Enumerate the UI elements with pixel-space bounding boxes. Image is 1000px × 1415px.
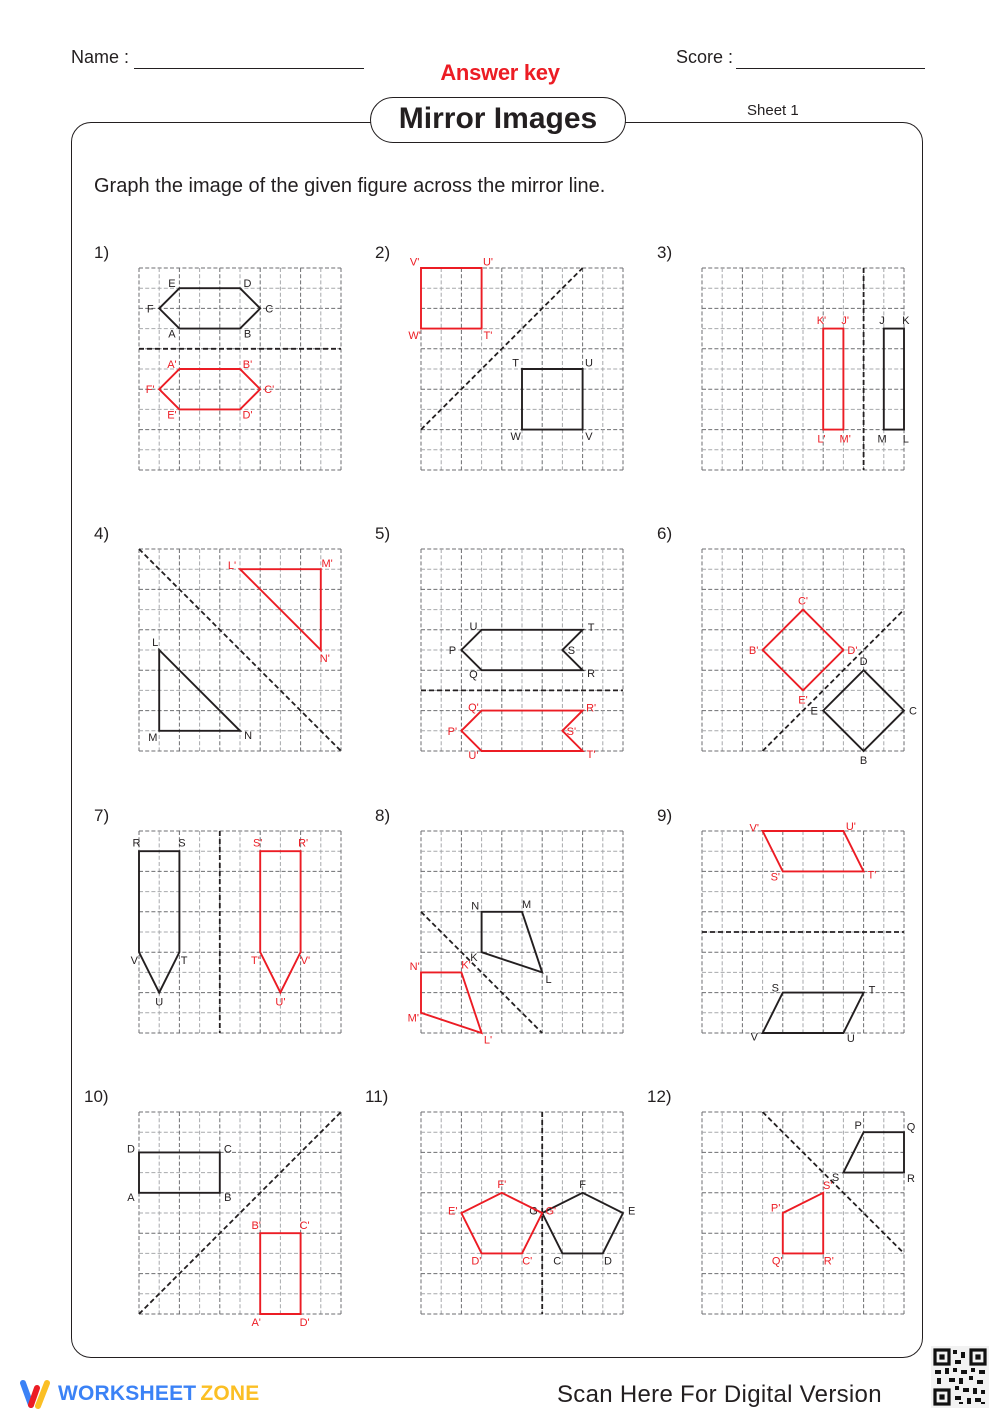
mirror-line	[763, 610, 904, 751]
vertex-label: D	[604, 1255, 613, 1268]
vertex-label: N	[471, 900, 480, 913]
vertex-label: W'	[408, 329, 421, 342]
vertex-label: A'	[251, 1317, 261, 1330]
vertex-label: R	[907, 1173, 916, 1186]
vertex-label: G'	[545, 1205, 557, 1218]
vertex-label: L'	[227, 560, 237, 573]
vertex-label: P'	[447, 725, 458, 738]
vertex-label: A'	[167, 359, 177, 372]
vertex-label: L	[545, 973, 552, 986]
vertex-label: D'	[299, 1317, 310, 1330]
grid-lines	[139, 831, 341, 1033]
vertex-label: T'	[867, 869, 877, 882]
vertex-label: D'	[242, 409, 253, 422]
vertex-label: D	[126, 1143, 135, 1156]
sheet-number: Sheet 1	[747, 102, 799, 119]
vertex-label: A	[168, 328, 176, 341]
grid-lines	[702, 549, 904, 751]
vertex-label: N	[244, 729, 253, 742]
problem-3-grid[interactable]	[701, 267, 910, 471]
vertex-label: N'	[409, 961, 420, 974]
vertex-label: J	[879, 314, 885, 327]
vertex-label: R	[587, 668, 596, 681]
vertex-label: N'	[319, 653, 330, 666]
problem-number: 1)	[94, 243, 110, 262]
vertex-label: M	[522, 899, 532, 912]
vertex-label: M'	[321, 557, 333, 570]
vertex-label: R'	[586, 702, 597, 715]
mirror-image-figure	[823, 329, 843, 430]
vertex-label: F'	[497, 1178, 507, 1191]
problem-number: 9)	[657, 806, 673, 825]
problem-10-grid[interactable]	[126, 1111, 342, 1330]
vertex-label: S	[178, 837, 186, 850]
vertex-label: C	[265, 303, 274, 316]
vertex-label: Q'	[771, 1255, 783, 1268]
vertex-label: F	[579, 1178, 586, 1191]
vertex-label: C'	[522, 1255, 533, 1268]
vertex-label: M	[148, 732, 158, 745]
vertex-label: Q	[906, 1121, 916, 1134]
vertex-label: K'	[461, 959, 471, 972]
vertex-label: W	[510, 430, 521, 443]
page-title: Mirror Images	[370, 97, 626, 143]
brand-name-part1: WORKSHEET	[58, 1382, 197, 1405]
vertex-label: C'	[264, 384, 275, 397]
vertex-label: V'	[300, 954, 311, 967]
vertex-label: L	[152, 636, 159, 649]
problem-9-grid[interactable]	[701, 821, 905, 1045]
vertex-label: L'	[483, 1034, 493, 1047]
vertex-label: P'	[770, 1202, 781, 1215]
vertex-label: V	[585, 430, 593, 443]
vertex-label: S	[567, 645, 576, 657]
mirror-image-figure	[421, 972, 482, 1033]
problem-number: 10)	[84, 1087, 109, 1106]
vertex-label: T'	[483, 329, 493, 342]
vertex-label: F'	[145, 384, 155, 397]
vertex-label: S	[831, 1172, 840, 1185]
problem-12-grid[interactable]	[701, 1111, 916, 1315]
vertex-label: U	[155, 996, 164, 1009]
vertex-label: S'	[770, 871, 781, 884]
vertex-label: C	[223, 1143, 232, 1156]
grid-lines	[421, 831, 623, 1033]
vertex-label: S'	[566, 725, 577, 738]
vertex-label: C	[909, 705, 917, 718]
vertex-label: K'	[816, 314, 827, 327]
vertex-label: B	[224, 1191, 232, 1204]
vertex-label: L	[902, 433, 909, 446]
vertex-label: D	[859, 656, 868, 669]
vertex-label: F	[146, 303, 154, 316]
vertex-label: U	[469, 621, 478, 634]
vertex-label: M'	[407, 1012, 419, 1025]
vertex-label: D	[243, 278, 252, 291]
vertex-label: T	[512, 357, 520, 370]
vertex-label: B'	[242, 359, 253, 372]
answer-key-label: Answer key	[440, 60, 560, 85]
vertex-label: S'	[822, 1179, 833, 1192]
vertex-label: M	[877, 433, 887, 446]
vertex-label: V'	[409, 256, 420, 269]
problem-number: 11)	[365, 1087, 389, 1106]
vertex-label: P	[854, 1120, 862, 1132]
vertex-label: B'	[251, 1220, 261, 1233]
vertex-label: U'	[468, 749, 479, 762]
brand-logo	[18, 1376, 259, 1412]
vertex-label: T'	[251, 954, 260, 967]
vertex-label: R'	[823, 1255, 834, 1268]
vertex-label: C	[553, 1255, 562, 1268]
problem-number: 3)	[657, 243, 673, 262]
vertex-label: A	[127, 1191, 135, 1204]
vertex-label: C'	[797, 595, 809, 608]
vertex-label: E'	[798, 694, 808, 707]
vertex-label: M'	[839, 433, 851, 446]
problem-8-grid[interactable]	[407, 830, 624, 1047]
vertex-label: E	[168, 278, 176, 291]
problem-5-grid[interactable]	[420, 548, 624, 762]
vertex-label: E	[627, 1205, 636, 1218]
vertex-label: R'	[298, 837, 309, 850]
vertex-label: S	[771, 982, 779, 995]
grid-lines	[702, 268, 904, 470]
problem-4-grid[interactable]	[138, 548, 342, 752]
vertex-label: E'	[448, 1205, 458, 1218]
problem-7-grid[interactable]	[130, 830, 342, 1034]
vertex-label: V	[750, 1031, 758, 1044]
vertex-label: B	[859, 755, 868, 767]
vertex-label: R	[132, 837, 141, 850]
qr-code-icon[interactable]	[931, 1346, 989, 1408]
instruction-text: Graph the image of the given figure across the mirror line.	[94, 175, 606, 197]
problem-number: 12)	[647, 1087, 672, 1106]
vertex-label: D'	[471, 1255, 482, 1268]
problem-1-grid[interactable]	[138, 267, 342, 471]
mirror-image-figure	[421, 268, 482, 329]
scan-text: Scan Here For Digital Version	[557, 1381, 882, 1408]
vertex-label: D'	[847, 645, 858, 657]
score-label: Score :	[676, 47, 734, 67]
vertex-label: T	[868, 984, 876, 997]
grid-lines	[702, 1112, 904, 1314]
vertex-label: G	[529, 1205, 538, 1218]
vertex-label: U'	[275, 996, 286, 1009]
vertex-label: P	[448, 645, 457, 657]
vertex-label: T	[587, 621, 595, 634]
original-figure	[482, 912, 543, 973]
worksheet-zone-logo-icon	[18, 1378, 52, 1410]
vertex-label: C'	[299, 1220, 310, 1233]
problem-2-grid[interactable]	[408, 256, 624, 471]
problem-number: 5)	[375, 524, 391, 543]
vertex-label: U	[846, 1032, 855, 1045]
vertex-label: B'	[748, 645, 759, 657]
problem-number: 8)	[375, 806, 391, 825]
original-figure	[522, 369, 583, 430]
vertex-label: E'	[167, 409, 177, 422]
problem-number: 2)	[375, 243, 391, 262]
problem-number: 7)	[94, 806, 110, 825]
vertex-label: Q'	[468, 701, 479, 714]
vertex-label: K	[470, 951, 478, 964]
vertex-label: S'	[252, 837, 263, 850]
vertex-label: E	[810, 705, 818, 718]
brand-name-part2: ZONE	[200, 1382, 260, 1405]
vertex-label: U	[584, 357, 593, 370]
original-figure	[884, 329, 904, 430]
vertex-label: U'	[845, 821, 856, 834]
problem-6-grid[interactable]	[701, 548, 917, 767]
vertex-label: T'	[586, 748, 596, 761]
vertex-label: J'	[841, 314, 849, 327]
vertex-label: L'	[817, 433, 826, 446]
vertex-label: B	[243, 328, 252, 341]
problem-number: 6)	[657, 524, 673, 543]
problem-number: 4)	[94, 524, 110, 543]
qr-pattern	[931, 1346, 989, 1408]
vertex-label: U'	[482, 256, 493, 269]
name-label: Name :	[71, 47, 130, 67]
vertex-label: T	[180, 954, 188, 967]
problem-11-grid[interactable]	[420, 1111, 636, 1315]
vertex-label: Q	[469, 668, 478, 681]
vertex-label: K	[902, 314, 910, 327]
vertex-label: V	[130, 954, 138, 967]
vertex-label: V'	[749, 822, 759, 835]
